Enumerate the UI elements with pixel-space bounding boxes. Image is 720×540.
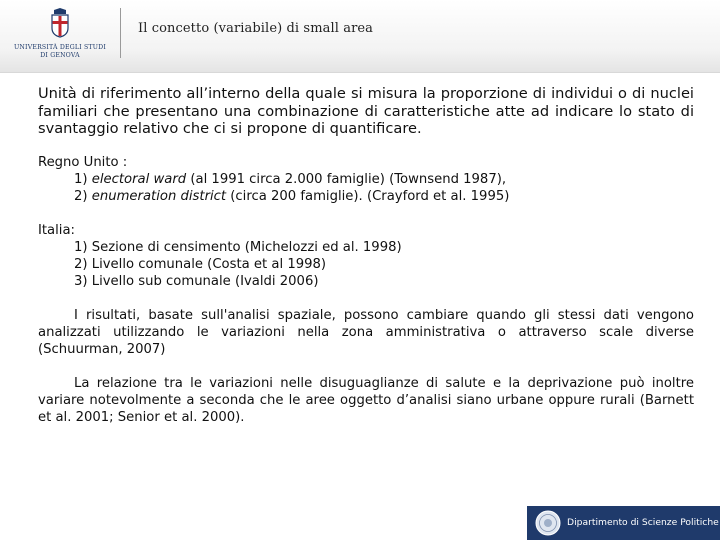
uk-item-2-number: 2) [74, 188, 88, 204]
uk-item-1-detail: (al 1991 circa 2.000 famiglie) (Townsend 1987), [186, 171, 507, 187]
spatial-analysis-paragraph: I risultati, basate sull'analisi spaziale, possono cambiare quando gli stessi dati vengono analizzati utilizzando le variazioni nella zona amministrativa o attraverso scale diverse (Schuurman, 2007) [38, 307, 694, 357]
uk-item-1 [74, 171, 694, 188]
uk-item-2 [74, 188, 694, 205]
italy-heading: Italia: [38, 222, 75, 238]
university-logo [8, 6, 112, 66]
uk-heading: Regno Unito : [38, 154, 128, 170]
footer-bar [527, 506, 720, 540]
italy-item-2: 2) Livello comunale (Costa et al 1998) [74, 256, 327, 272]
uk-item-2-term: enumeration district [91, 188, 227, 204]
slide-content [38, 85, 694, 426]
uk-item-1-number: 1) [74, 171, 88, 187]
italy-item-1: 1) Sezione di censimento (Michelozzi ed al. 1998) [74, 239, 402, 255]
logo-label [8, 44, 112, 59]
health-deprivation-paragraph: La relazione tra le variazioni nelle disuguaglianze di salute e la deprivazione può inoltre variare notevolmente a seconda che le aree oggetto d’analisi siano urbane oppure rurali (Barnett et al. 2001; Senior et al. 2000). [38, 375, 694, 425]
uk-item-2-detail: (circa 200 famiglie). (Crayford et al. 1995) [226, 188, 510, 204]
uk-list [38, 171, 694, 205]
slide-header [0, 0, 720, 73]
header-divider [120, 8, 121, 58]
department-label: Dipartimento di Scienze Politiche [567, 517, 719, 528]
italy-item-3: 3) Livello sub comunale (Ivaldi 2006) [74, 273, 319, 289]
slide-title: Il concetto (variabile) di small area [138, 21, 374, 36]
department-seal-icon [535, 510, 561, 536]
logo-text-line1: UNIVERSITÀ DEGLI STUDI [14, 44, 106, 51]
intro-paragraph: Unità di riferimento all’interno della quale si misura la proporzione di individui o di nuclei familiari che presentano una combinazione di caratteristiche atte ad indicare lo stato di svantaggio relativo che ci si propone di quantificare. [38, 85, 694, 137]
italy-list [38, 239, 694, 290]
university-crest-icon [50, 8, 70, 38]
uk-item-1-term: electoral ward [91, 171, 187, 187]
logo-text-line2: DI GENOVA [40, 51, 80, 59]
